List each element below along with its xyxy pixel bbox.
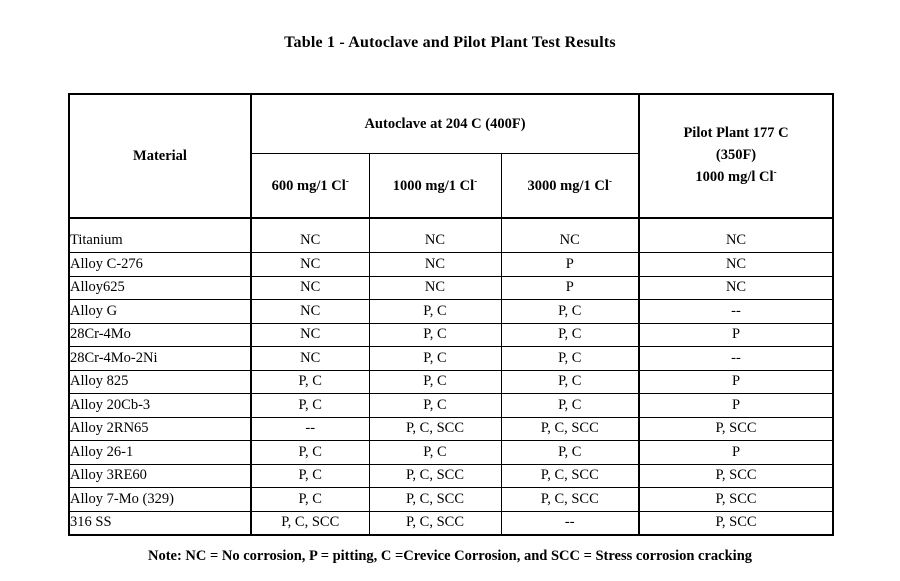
column-header-autoclave-group: Autoclave at 204 C (400F) bbox=[251, 94, 639, 154]
cell-600mg: NC bbox=[251, 218, 369, 253]
cell-material: Alloy G bbox=[69, 300, 251, 324]
column-header-3000mg bbox=[501, 154, 639, 218]
cell-600mg: NC bbox=[251, 300, 369, 324]
cell-3000mg: P, C bbox=[501, 441, 639, 465]
cell-material: Alloy 7-Mo (329) bbox=[69, 488, 251, 512]
cell-pilot: P, SCC bbox=[639, 464, 833, 488]
cell-pilot: P bbox=[639, 323, 833, 347]
cell-600mg: NC bbox=[251, 347, 369, 371]
cell-1000mg: P, C, SCC bbox=[369, 488, 501, 512]
sub-header-1000-text: 1000 mg/1 Cl bbox=[392, 177, 475, 194]
cell-pilot: NC bbox=[639, 218, 833, 253]
cell-600mg: P, C bbox=[251, 441, 369, 465]
cell-material: Alloy625 bbox=[69, 276, 251, 300]
cell-material: 316 SS bbox=[69, 511, 251, 535]
cell-3000mg: P, C bbox=[501, 394, 639, 418]
cell-1000mg: NC bbox=[369, 218, 501, 253]
cell-3000mg: P, C, SCC bbox=[501, 488, 639, 512]
table-row bbox=[69, 347, 833, 371]
cell-pilot: P, SCC bbox=[639, 488, 833, 512]
cell-600mg: P, C bbox=[251, 370, 369, 394]
cell-pilot: NC bbox=[639, 253, 833, 277]
cell-3000mg: P bbox=[501, 253, 639, 277]
cell-1000mg: P, C bbox=[369, 347, 501, 371]
cell-3000mg: P, C bbox=[501, 370, 639, 394]
cell-material: Alloy 3RE60 bbox=[69, 464, 251, 488]
table-note: Note: NC = No corrosion, P = pitting, C =Crevice Corrosion, and SCC = Stress corrosion cracking bbox=[147, 548, 753, 564]
cell-1000mg: P, C, SCC bbox=[369, 417, 501, 441]
cell-3000mg: P, C bbox=[501, 347, 639, 371]
cell-600mg: NC bbox=[251, 253, 369, 277]
cell-1000mg: P, C bbox=[369, 394, 501, 418]
cell-600mg: P, C, SCC bbox=[251, 511, 369, 535]
page-title: Table 1 - Autoclave and Pilot Plant Test Results bbox=[284, 34, 616, 51]
cell-1000mg: P, C bbox=[369, 323, 501, 347]
cell-pilot: P bbox=[639, 441, 833, 465]
table-row bbox=[69, 488, 833, 512]
pilot-header-line3: 1000 mg/l Cl bbox=[695, 169, 774, 186]
cell-3000mg: P, C, SCC bbox=[501, 464, 639, 488]
cell-pilot: P, SCC bbox=[639, 511, 833, 535]
sub-header-3000-text: 3000 mg/1 Cl bbox=[527, 177, 609, 194]
cell-1000mg: P, C, SCC bbox=[369, 464, 501, 488]
table-row bbox=[69, 511, 833, 535]
sub-header-600-text: 600 mg/1 Cl bbox=[271, 177, 346, 194]
results-table bbox=[68, 93, 834, 536]
sub-header-3000-superscript: - bbox=[608, 176, 613, 187]
table-header-row-top bbox=[69, 94, 833, 154]
cell-3000mg: NC bbox=[501, 218, 639, 253]
cell-600mg: NC bbox=[251, 276, 369, 300]
cell-pilot: P, SCC bbox=[639, 417, 833, 441]
cell-material: Alloy 2RN65 bbox=[69, 417, 251, 441]
cell-material: Alloy 26-1 bbox=[69, 441, 251, 465]
cell-600mg: -- bbox=[251, 417, 369, 441]
table-row bbox=[69, 417, 833, 441]
cell-3000mg: P, C bbox=[501, 323, 639, 347]
pilot-header-line2: (350F) bbox=[715, 146, 757, 163]
cell-1000mg: NC bbox=[369, 276, 501, 300]
table-row bbox=[69, 464, 833, 488]
cell-600mg: P, C bbox=[251, 464, 369, 488]
cell-material: 28Cr-4Mo-2Ni bbox=[69, 347, 251, 371]
cell-600mg: NC bbox=[251, 323, 369, 347]
column-header-600mg bbox=[251, 154, 369, 218]
pilot-header-superscript: - bbox=[773, 168, 777, 179]
cell-pilot: P bbox=[639, 394, 833, 418]
cell-material: Alloy C-276 bbox=[69, 253, 251, 277]
cell-1000mg: NC bbox=[369, 253, 501, 277]
sub-header-600-superscript: - bbox=[345, 176, 349, 187]
pilot-header-line1: Pilot Plant 177 C bbox=[683, 124, 789, 141]
cell-1000mg: P, C, SCC bbox=[369, 511, 501, 535]
column-header-1000mg bbox=[369, 154, 501, 218]
table-row bbox=[69, 253, 833, 277]
cell-pilot: NC bbox=[639, 276, 833, 300]
table-header bbox=[69, 94, 833, 218]
table-row bbox=[69, 370, 833, 394]
cell-material: Alloy 20Cb-3 bbox=[69, 394, 251, 418]
table-row bbox=[69, 218, 833, 253]
sub-header-1000-superscript: - bbox=[474, 176, 478, 187]
cell-1000mg: P, C bbox=[369, 300, 501, 324]
cell-pilot: P bbox=[639, 370, 833, 394]
cell-3000mg: P, C, SCC bbox=[501, 417, 639, 441]
cell-600mg: P, C bbox=[251, 488, 369, 512]
cell-600mg: P, C bbox=[251, 394, 369, 418]
table-row bbox=[69, 300, 833, 324]
cell-1000mg: P, C bbox=[369, 441, 501, 465]
cell-material: Alloy 825 bbox=[69, 370, 251, 394]
table-row bbox=[69, 323, 833, 347]
cell-1000mg: P, C bbox=[369, 370, 501, 394]
cell-3000mg: -- bbox=[501, 511, 639, 535]
cell-pilot: -- bbox=[639, 300, 833, 324]
cell-pilot: -- bbox=[639, 347, 833, 371]
column-header-material: Material bbox=[69, 94, 251, 218]
column-header-pilot-plant bbox=[639, 94, 833, 218]
cell-3000mg: P, C bbox=[501, 300, 639, 324]
cell-material: Titanium bbox=[69, 218, 251, 253]
cell-material: 28Cr-4Mo bbox=[69, 323, 251, 347]
results-table-wrapper bbox=[68, 93, 832, 536]
table-row bbox=[69, 441, 833, 465]
table-row bbox=[69, 394, 833, 418]
table-body bbox=[69, 218, 833, 535]
table-row bbox=[69, 276, 833, 300]
cell-3000mg: P bbox=[501, 276, 639, 300]
